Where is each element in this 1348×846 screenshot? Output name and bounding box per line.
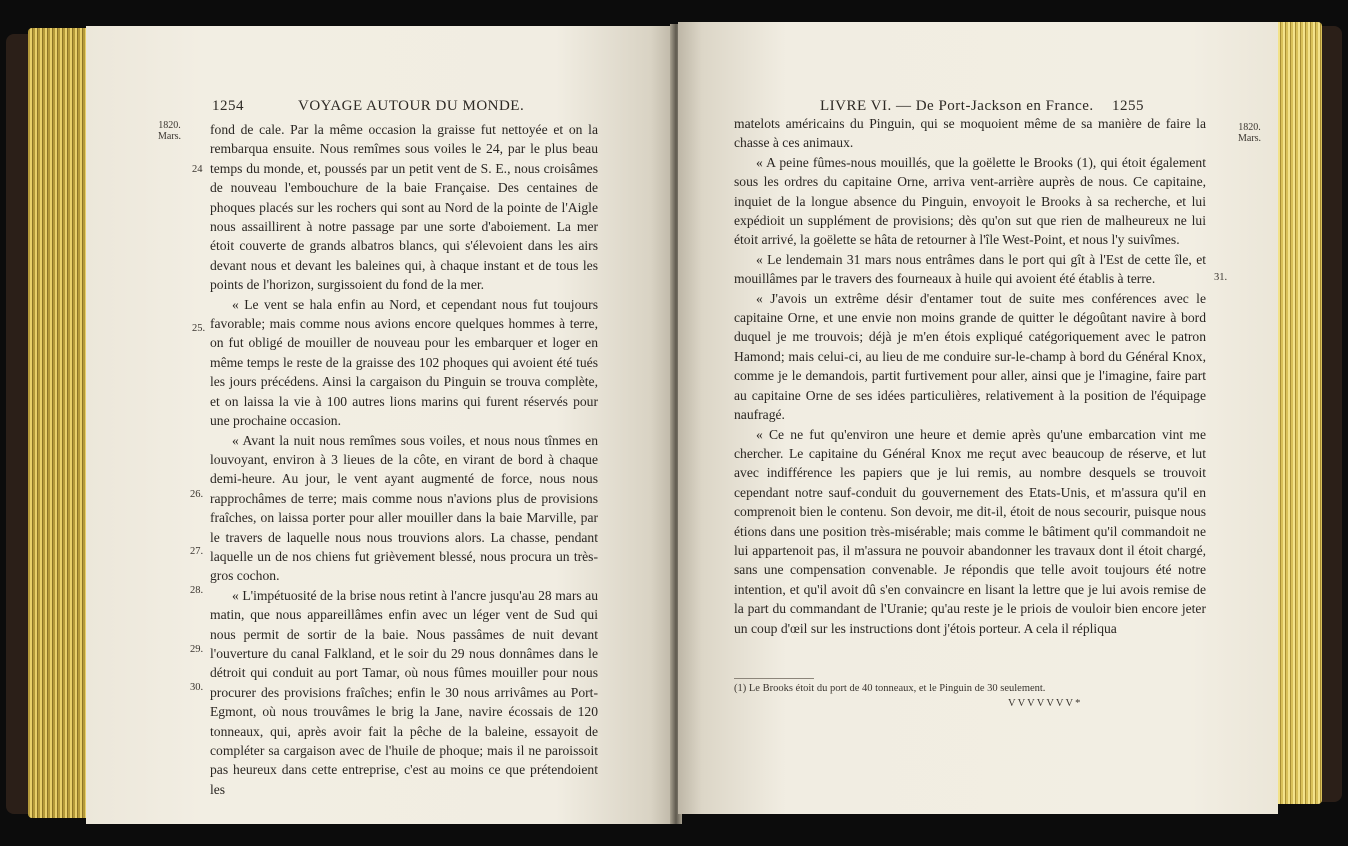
paragraph: « Le vent se hala enfin au Nord, et cependant nous fut toujours favorable; mais comme nous avions encore quelques hommes à terre, on fut obligé de mouiller de nouveau pour les embarquer et loger en même temps le reste de la graisse des 102 phoques qui avoient été tués les jours précédens. Ainsi la cargaison du Pinguin se trouva complète, et on laissa la vie à 100 autres lions marins qui furent réservés pour une prochaine occasion. bbox=[210, 296, 598, 429]
left-body-text bbox=[210, 120, 598, 799]
paragraph: « Avant la nuit nous remîmes sous voiles, et nous nous tînmes en louvoyant, environ à 3 lieues de la côte, en virant de bord à chaque demi-heure. Au jour, le vent ayant augmenté de force, nous nous rapprochâmes de terre; mais comme nous n'avions plus de provisions fraîches, on laissa porter pour aller mouiller dans la baie Marville, par le travers de laquelle nous nous trouvions alors. La chasse, pendant laquelle un de nos chiens fut grièvement blessé, nous procura un très-gros cochon. bbox=[210, 432, 598, 584]
day-marker: 24 bbox=[192, 164, 203, 175]
right-page bbox=[678, 22, 1278, 814]
footnote-rule bbox=[734, 678, 814, 679]
signature-mark: VVVVVVV* bbox=[1008, 698, 1083, 709]
page-edges-left bbox=[28, 28, 88, 818]
paragraph: matelots américains du Pinguin, qui se moquoient même de sa manière de faire la chasse à ces animaux. bbox=[734, 116, 1206, 151]
left-page-number: 1254 bbox=[212, 98, 244, 114]
paragraph: fond de cale. Par la même occasion la graisse fut nettoyée et on la rembarqua ensuite. Nous remîmes sous voiles le 24, par le plus beau temps du monde, et, poussés par un petit vent de S. E., nous croisâmes de nouveau l'embouchure de la baie Française. Des centaines de phoques placés sur les rochers qui sont au Nord de la pointe de l'Aigle nous assaillirent à notre passage par une sorte d'aboiement. La mer étoit couverte de grands albatros blancs, qui s'élevoient dans les airs devant nous et devant les baleines qui, à chaque instant et de tous les points de l'horizon, surgissoient du fond de la mer. bbox=[210, 122, 598, 293]
right-running-title: LIVRE VI. — De Port-Jackson en France. bbox=[820, 98, 1094, 114]
margin-year: 1820. bbox=[1238, 122, 1261, 133]
paragraph: « Le lendemain 31 mars nous entrâmes dans le port qui gît à l'Est de cette île, et mouillâmes par le travers des fourneaux à huile qui avoient été établis à terre. bbox=[734, 251, 1206, 287]
day-marker: 25. bbox=[192, 323, 206, 334]
margin-year: 1820. bbox=[158, 120, 181, 131]
right-body-text bbox=[734, 114, 1206, 638]
margin-month: Mars. bbox=[1238, 133, 1262, 144]
paragraph: « L'impétuosité de la brise nous retint à l'ancre jusqu'au 28 mars au matin, que nous appareillâmes enfin avec un léger vent de Sud qui nous permit de sortir de la baie. Nous passâmes de nuit devant l'ouverture du canal Falkland, et le soir du 29 nous donnâmes dans le détroit qui conduit au port Tamar, où nous fûmes mouiller pour nous procurer des provisions fraîches; enfin le 30 nous arrivâmes au Port-Egmont, où nous trouvâmes le brig la Jane, navire écossais de 120 tonneaux, qui, après avoir fait la pêche de la baleine, essayoit de compléter sa cargaison avec de l'huile de phoque; mais il ne paroissoit pas heureux dans cette entreprise, c'est au moins ce que prétendoient les bbox=[210, 587, 598, 797]
paragraph: « J'avois un extrême désir d'entamer tout de suite mes conférences avec le capitaine Orne, et une envie non moins grande de quitter le dégoûtant navire à bord duquel je me trouvois; déjà je m'en étois expliqué catégoriquement avec le patron Hamond; mais celui-ci, au lieu de me conduire sur-le-champ à bord du Général Knox, comme je le demandois, partit furtivement pour aller, ainsi que je l'imagine, faire part au capitaine Orne de ses idées particulières, relativement à la position de l'équipage naufragé. bbox=[734, 290, 1206, 423]
left-margin-date bbox=[158, 120, 181, 142]
day-marker: 28. bbox=[190, 585, 204, 596]
day-marker: 31. bbox=[1214, 272, 1228, 283]
left-running-title: VOYAGE AUTOUR DU MONDE. bbox=[298, 98, 525, 114]
day-marker: 30. bbox=[190, 682, 204, 693]
margin-month: Mars. bbox=[158, 131, 182, 142]
paragraph: « Ce ne fut qu'environ une heure et demie après qu'une embarcation vint me chercher. Le capitaine du Général Knox me reçut avec beaucoup de réserve, et lut avec indifférence les papiers que je lui remis, au nombre desquels se trouvoit cependant notre sauf-conduit du gouvernement des Etats-Unis, et m'assura qu'il en comprenoit bien le contenu. Son devoir, me dit-il, étoit de nous secourir, puisque nous étions dans une position très-misérable; mais comme le bâtiment qu'il commandoit ne lui appartenoit pas, il m'assura ne pouvoir abandonner les travaux dont il étoit chargé, sans une compensation convenable. Je répondis que telle avoit toujours été notre intention, et qu'il avoit dû s'en convaincre en lisant la lettre que je lui avois remise de la part du commandant de l'Uranie; qu'au reste je le priois de vouloir bien encore jeter un coup d'œil sur les instructions dont j'étois porteur. A cela il répliqua bbox=[734, 426, 1206, 636]
day-marker: 29. bbox=[190, 644, 204, 655]
left-page bbox=[86, 26, 674, 824]
day-marker: 26. bbox=[190, 489, 204, 500]
paragraph: « A peine fûmes-nous mouillés, que la goëlette le Brooks (1), qui étoit également sous les ordres du capitaine Orne, arriva vent-arrière auprès de nous. Ce capitaine, inquiet de la longue absence du Pinguin, envoyoit le Brooks à sa recherche, et lui expédioit un supplément de provisions; dès qu'on sut que rien de malheureux ne lui étoit arrivé, la goëlette se hâta de retourner à l'île West-Point, et nous l'y suivîmes. bbox=[734, 154, 1206, 248]
page-edges-right bbox=[1276, 22, 1322, 804]
right-page-number: 1255 bbox=[1112, 98, 1144, 114]
footnote: (1) Le Brooks étoit du port de 40 tonneaux, et le Pinguin de 30 seulement. bbox=[734, 683, 1046, 694]
right-margin-date bbox=[1238, 122, 1261, 144]
day-marker: 27. bbox=[190, 546, 204, 557]
